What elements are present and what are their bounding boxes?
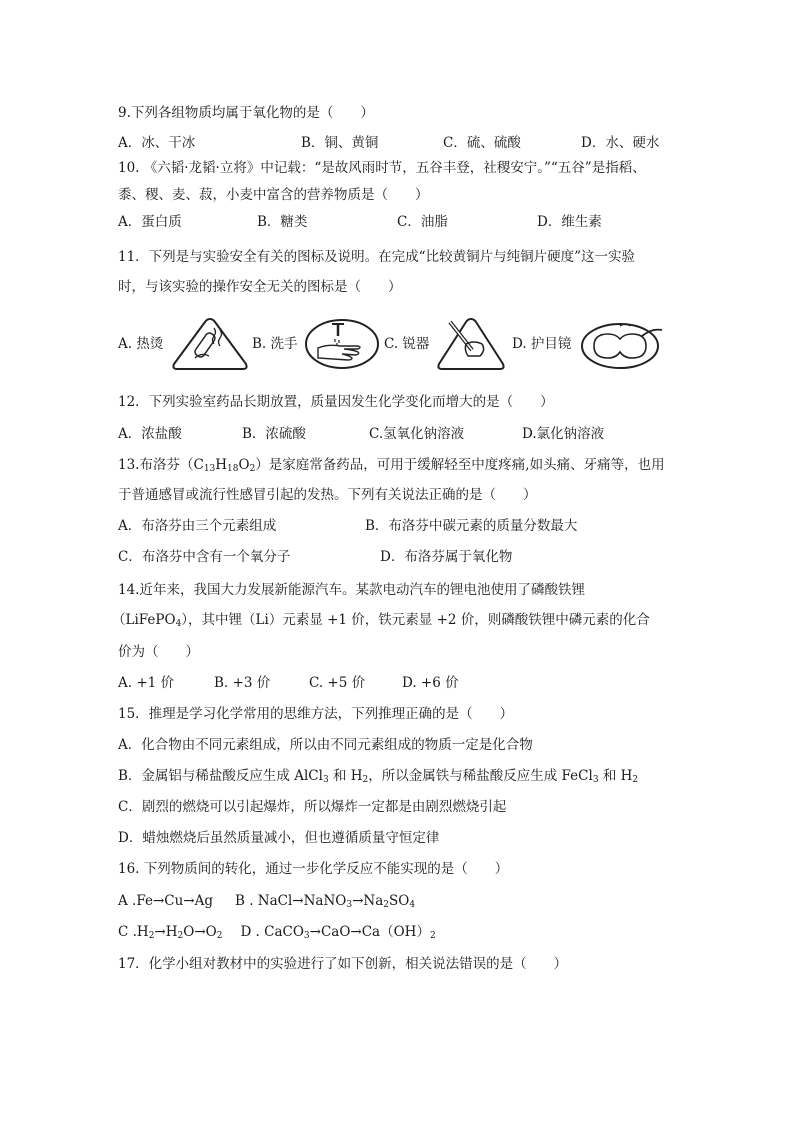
q11-stem-line2: 时，与该实验的操作安全无关的图标是（ ） — [118, 279, 402, 295]
hot-surface-icon — [170, 316, 250, 372]
q9-option-b: B．铜、黄铜 — [301, 135, 379, 151]
q16-options-cd — [118, 923, 436, 941]
q15-option-c: C．剧烈的燃烧可以引起爆炸，所以爆炸一定都是由剧烈燃烧引起 — [118, 799, 507, 815]
q13-stem-line1: 13.布洛芬$(C_{13}H_{18}O_2)$是家庭常备药品，可用于缓解轻至中度疼痛,如头痛、牙痛等，也用 — [118, 457, 665, 474]
q10-stem-line2: 黍、稷、麦、菽，小麦中富含的营养物质是（ ） — [118, 187, 429, 203]
q13-option-c: C．布洛芬中含有一个氧分子 — [118, 549, 291, 565]
q10-stem-line1: 10. 《六韬·龙韬·立将》中记载：“是故风雨时节，五谷丰登，社稷安宁。”“五谷”是指稻、 — [118, 160, 646, 176]
q9-option-d: D．水、硬水 — [581, 135, 660, 151]
q14-stem-line2: （LiFePO$_4$），其中锂（Li）元素显 +1 价，铁元素显 +2 价，则磷酸铁锂中磷元素的化合 — [112, 612, 650, 629]
wash-hands-icon — [304, 318, 380, 370]
q11-icon-row — [118, 316, 678, 372]
q14-option-d: D. +6 价 — [402, 675, 459, 691]
q12-option-b: B．浓硫酸 — [242, 426, 306, 442]
q11-icon-label-c: C. 锐器 — [384, 336, 430, 352]
q14-option-a: A. +1 价 — [118, 675, 175, 691]
q11-icon-label-b: B. 洗手 — [252, 336, 298, 352]
q10-option-b: B．糖类 — [257, 214, 308, 230]
q12-stem: 12．下列实验室药品长期放置，质量因发生化学变化而增大的是（ ） — [118, 394, 554, 410]
q15-stem: 15．推理是学习化学常用的思维方法，下列推理正确的是（ ） — [118, 706, 514, 722]
q14-option-b: B. +3 价 — [214, 675, 271, 691]
q15-option-b: B．金属铝与稀盐酸反应生成 AlCl$_3$ 和 $H_2$，所以金属铁与稀盐酸反应生成 FeCl$_3$ 和 $H_2$ — [118, 768, 639, 785]
q12-option-a: A．浓盐酸 — [118, 426, 182, 442]
q13-stem-line2: 于普通感冒或流行性感冒引起的发热。下列有关说法正确的是（ ） — [118, 487, 537, 503]
q16-option-c: C $.H_2\to H_2O\to O_2$ — [118, 924, 223, 941]
q10-option-d: D．维生素 — [537, 214, 602, 230]
q9-option-a: A．冰、干冰 — [118, 135, 196, 151]
q16-option-d: D . $CaCO_3\to CaO\to Ca(OH)_2$ — [240, 924, 436, 941]
q10-option-c: C．油脂 — [397, 214, 448, 230]
q13-option-b: B．布洛芬中碳元素的质量分数最大 — [365, 518, 578, 534]
q16-option-b: B . $NaCl\to NaNO_3\to Na_2SO_4$ — [235, 893, 416, 910]
q12-option-c: C.氢氧化钠溶液 — [369, 426, 465, 442]
q16-options-ab — [118, 892, 415, 910]
q10-option-a: A．蛋白质 — [118, 214, 182, 230]
q14-stem-line1: 14.近年来，我国大力发展新能源汽车。某款电动汽车的锂电池使用了磷酸铁锂 — [118, 582, 585, 598]
q11-icon-label-a: A. 热烫 — [118, 336, 164, 352]
q12-option-d: D.氯化钠溶液 — [522, 426, 605, 442]
goggles-icon — [580, 320, 666, 370]
q14-option-c: C. +5 价 — [309, 675, 366, 691]
q11-icon-label-d: D. 护目镜 — [512, 336, 572, 352]
q15-option-d: D．蜡烛燃烧后虽然质量减小，但也遵循质量守恒定律 — [118, 830, 440, 846]
q17-stem: 17．化学小组对教材中的实验进行了如下创新，相关说法错误的是（ ） — [118, 956, 568, 972]
sharp-object-icon — [436, 316, 506, 372]
q15-option-a: A．化合物由不同元素组成，所以由不同元素组成的物质一定是化合物 — [118, 737, 533, 753]
q13-option-a: A．布洛芬由三个元素组成 — [118, 518, 277, 534]
q13-option-d: D．布洛芬属于氧化物 — [380, 549, 513, 565]
q9-stem: 9.下列各组物质均属于氧化物的是（ ） — [118, 105, 374, 121]
q11-stem-line1: 11．下列是与实验安全有关的图标及说明。在完成“比较黄铜片与纯铜片硬度”这一实验 — [118, 249, 635, 265]
q9-option-c: C．硫、硫酸 — [443, 135, 521, 151]
q16-option-a: A .Fe→Cu→Ag — [118, 893, 213, 909]
q14-stem-line3: 价为（ ） — [118, 644, 199, 660]
q16-stem: 16. 下列物质间的转化，通过一步化学反应不能实现的是（ ） — [118, 861, 509, 877]
